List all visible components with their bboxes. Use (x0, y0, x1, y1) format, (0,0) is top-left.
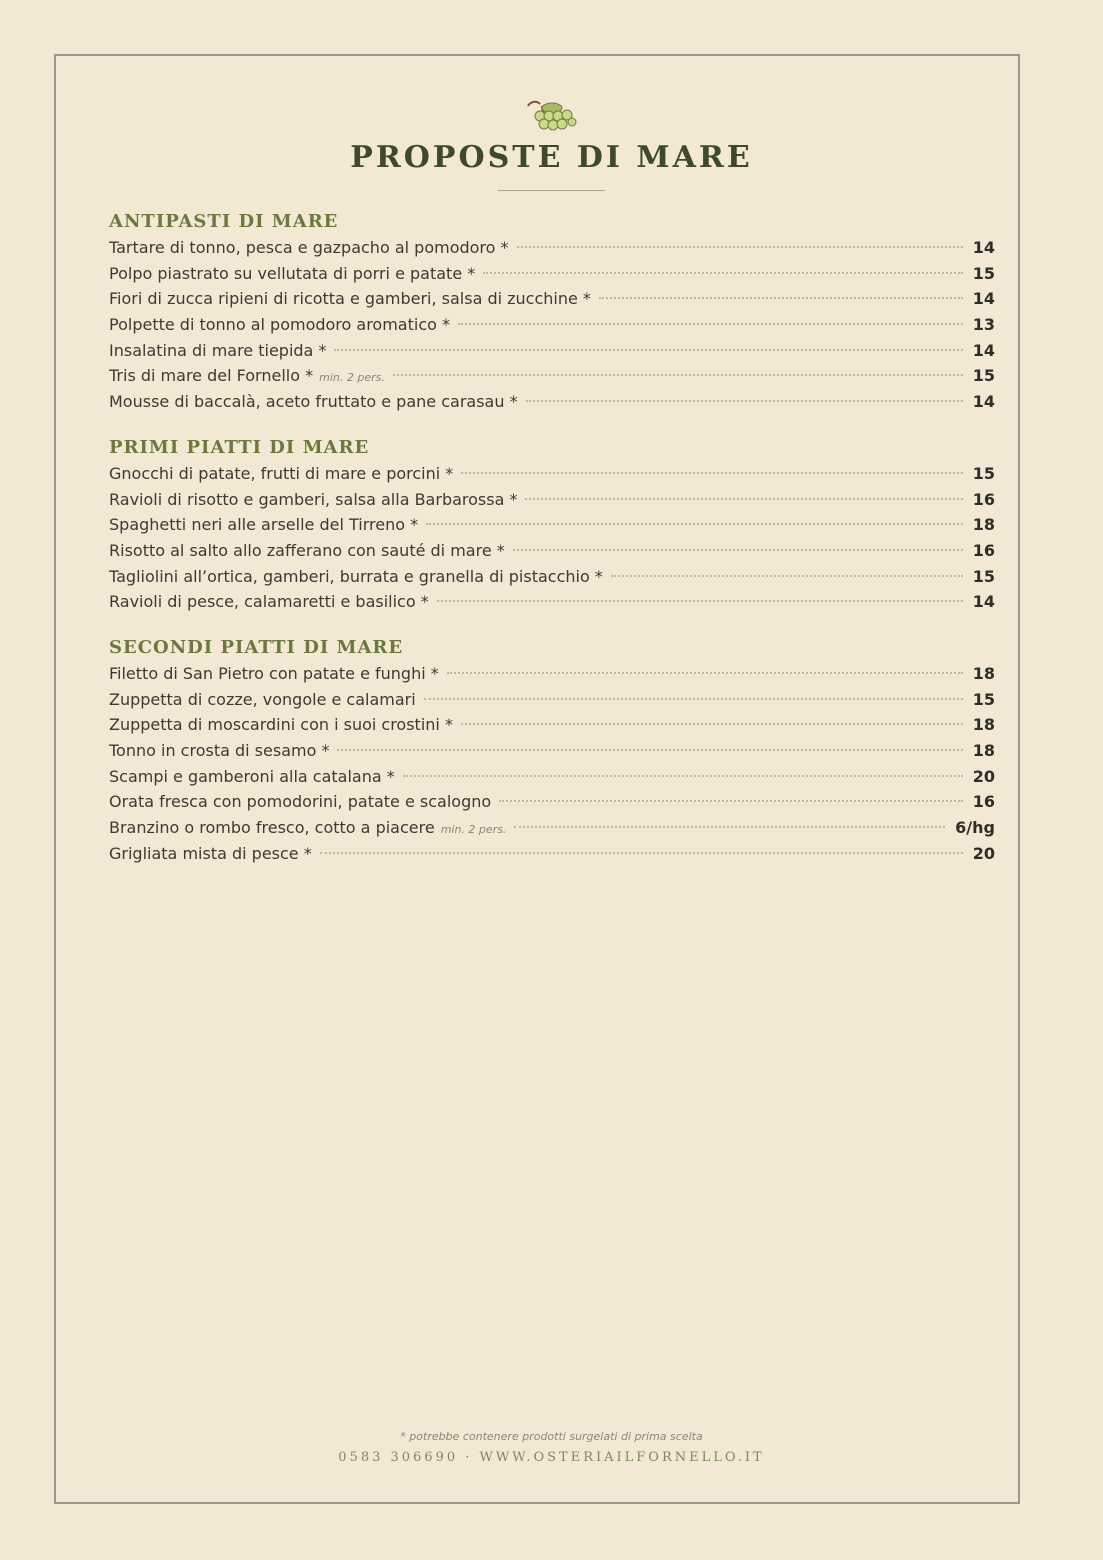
menu-item (109, 789, 995, 815)
menu-item (109, 338, 995, 364)
item-price: 16 (972, 792, 995, 812)
item-price: 18 (972, 663, 995, 683)
item-price: 6/hg (955, 818, 995, 838)
item-price: 20 (972, 766, 995, 786)
item-name: Scampi e gamberoni alla catalana * (109, 766, 395, 786)
dotted-leader (447, 672, 963, 674)
footnote: * potrebbe contenere prodotti surgelati di prima scelta (400, 1430, 703, 1443)
page-title: PROPOSTE DI MARE (350, 140, 753, 175)
dotted-leader (337, 749, 962, 751)
item-price: 18 (972, 515, 995, 535)
dotted-leader (437, 600, 963, 602)
menu-item (109, 712, 995, 738)
item-note: min. 2 pers. (319, 371, 385, 385)
menu-item (109, 687, 995, 713)
dotted-leader (320, 852, 963, 854)
grapes-icon (522, 98, 582, 134)
menu-item (109, 389, 995, 415)
item-name: Ravioli di pesce, calamaretti e basilico * (109, 592, 429, 612)
item-name: Fiori di zucca ripieni di ricotta e gamberi, salsa di zucchine * (109, 289, 591, 309)
item-name: Risotto al salto allo zafferano con sauté di mare * (109, 540, 505, 560)
item-price: 16 (972, 489, 995, 509)
dotted-leader (517, 246, 963, 248)
menu-item (109, 738, 995, 764)
menu-item (109, 815, 995, 841)
item-name: Polpette di tonno al pomodoro aromatico * (109, 315, 450, 335)
dotted-leader (461, 472, 962, 474)
dotted-leader (461, 723, 963, 725)
item-name: Mousse di baccalà, aceto fruttato e pane carasau * (109, 392, 518, 412)
title-divider (498, 190, 605, 191)
item-price: 14 (972, 238, 995, 257)
dotted-leader (424, 698, 963, 700)
dotted-leader (426, 523, 963, 525)
menu-content (109, 205, 995, 886)
dotted-leader (458, 323, 963, 325)
menu-item (109, 589, 995, 615)
menu-section (109, 635, 995, 867)
item-price: 16 (972, 540, 995, 560)
contact-info: 0583 306690 · WWW.OSTERIAILFORNELLO.IT (338, 1450, 765, 1465)
menu-item (109, 764, 995, 790)
dotted-leader (513, 549, 963, 551)
menu-item (109, 286, 995, 312)
menu-item (109, 235, 995, 261)
section-title: PRIMI PIATTI DI MARE (109, 436, 370, 458)
item-price: 15 (972, 689, 995, 709)
section-title: ANTIPASTI DI MARE (109, 211, 339, 232)
item-price: 18 (972, 741, 995, 760)
item-name: Gnocchi di patate, frutti di mare e porcini * (109, 463, 454, 483)
item-price: 15 (972, 263, 995, 283)
item-price: 20 (972, 843, 995, 863)
menu-item (109, 312, 995, 338)
menu-item (109, 512, 995, 538)
dotted-leader (611, 575, 963, 577)
item-name: Filetto di San Pietro con patate e funghi * (109, 663, 439, 683)
menu-item (109, 538, 995, 564)
item-price: 15 (972, 566, 995, 586)
item-name: Insalatina di mare tiepida * (109, 340, 327, 360)
dotted-leader (525, 498, 962, 500)
item-price: 14 (972, 340, 995, 360)
item-price: 15 (972, 463, 995, 483)
item-price: 15 (972, 366, 995, 386)
dotted-leader (526, 400, 963, 402)
menu-item (109, 661, 995, 687)
item-name: Tonno in crosta di sesamo * (109, 741, 330, 760)
menu-item (109, 564, 995, 590)
menu-section (109, 435, 995, 615)
item-name: Tartare di tonno, pesca e gazpacho al pomodoro * (109, 238, 509, 257)
item-note: min. 2 pers. (440, 823, 507, 837)
dotted-leader (393, 374, 963, 376)
item-price: 14 (972, 592, 995, 612)
menu-item (109, 841, 995, 867)
menu-item (109, 461, 995, 487)
dotted-leader (599, 297, 963, 299)
dotted-leader (334, 349, 962, 351)
item-price: 14 (972, 392, 995, 412)
item-name: Grigliata mista di pesce * (109, 843, 312, 863)
item-price: 18 (972, 715, 995, 735)
item-price: 14 (972, 289, 995, 309)
item-name: Zuppetta di cozze, vongole e calamari (109, 689, 416, 709)
item-name: Orata fresca con pomodorini, patate e scalogno (109, 792, 492, 812)
item-price: 13 (972, 315, 995, 335)
menu-section (109, 209, 995, 415)
item-name: Zuppetta di moscardini con i suoi crostini * (109, 715, 453, 735)
item-name: Polpo piastrato su vellutata di porri e patate * (109, 263, 476, 283)
menu-item (109, 487, 995, 513)
menu-item (109, 261, 995, 287)
item-name: Branzino o rombo fresco, cotto a piacere (109, 818, 435, 838)
item-name: Spaghetti neri alle arselle del Tirreno * (109, 515, 419, 535)
item-name: Tagliolini all’ortica, gamberi, burrata e granella di pistacchio * (109, 566, 603, 586)
dotted-leader (514, 826, 945, 828)
dotted-leader (499, 800, 963, 802)
item-name: Tris di mare del Fornello * (109, 366, 314, 386)
section-title: SECONDI PIATTI DI MARE (109, 636, 404, 658)
menu-item (109, 363, 995, 389)
item-name: Ravioli di risotto e gamberi, salsa alla Barbarossa * (109, 489, 518, 509)
dotted-leader (403, 775, 963, 777)
dotted-leader (483, 272, 962, 274)
